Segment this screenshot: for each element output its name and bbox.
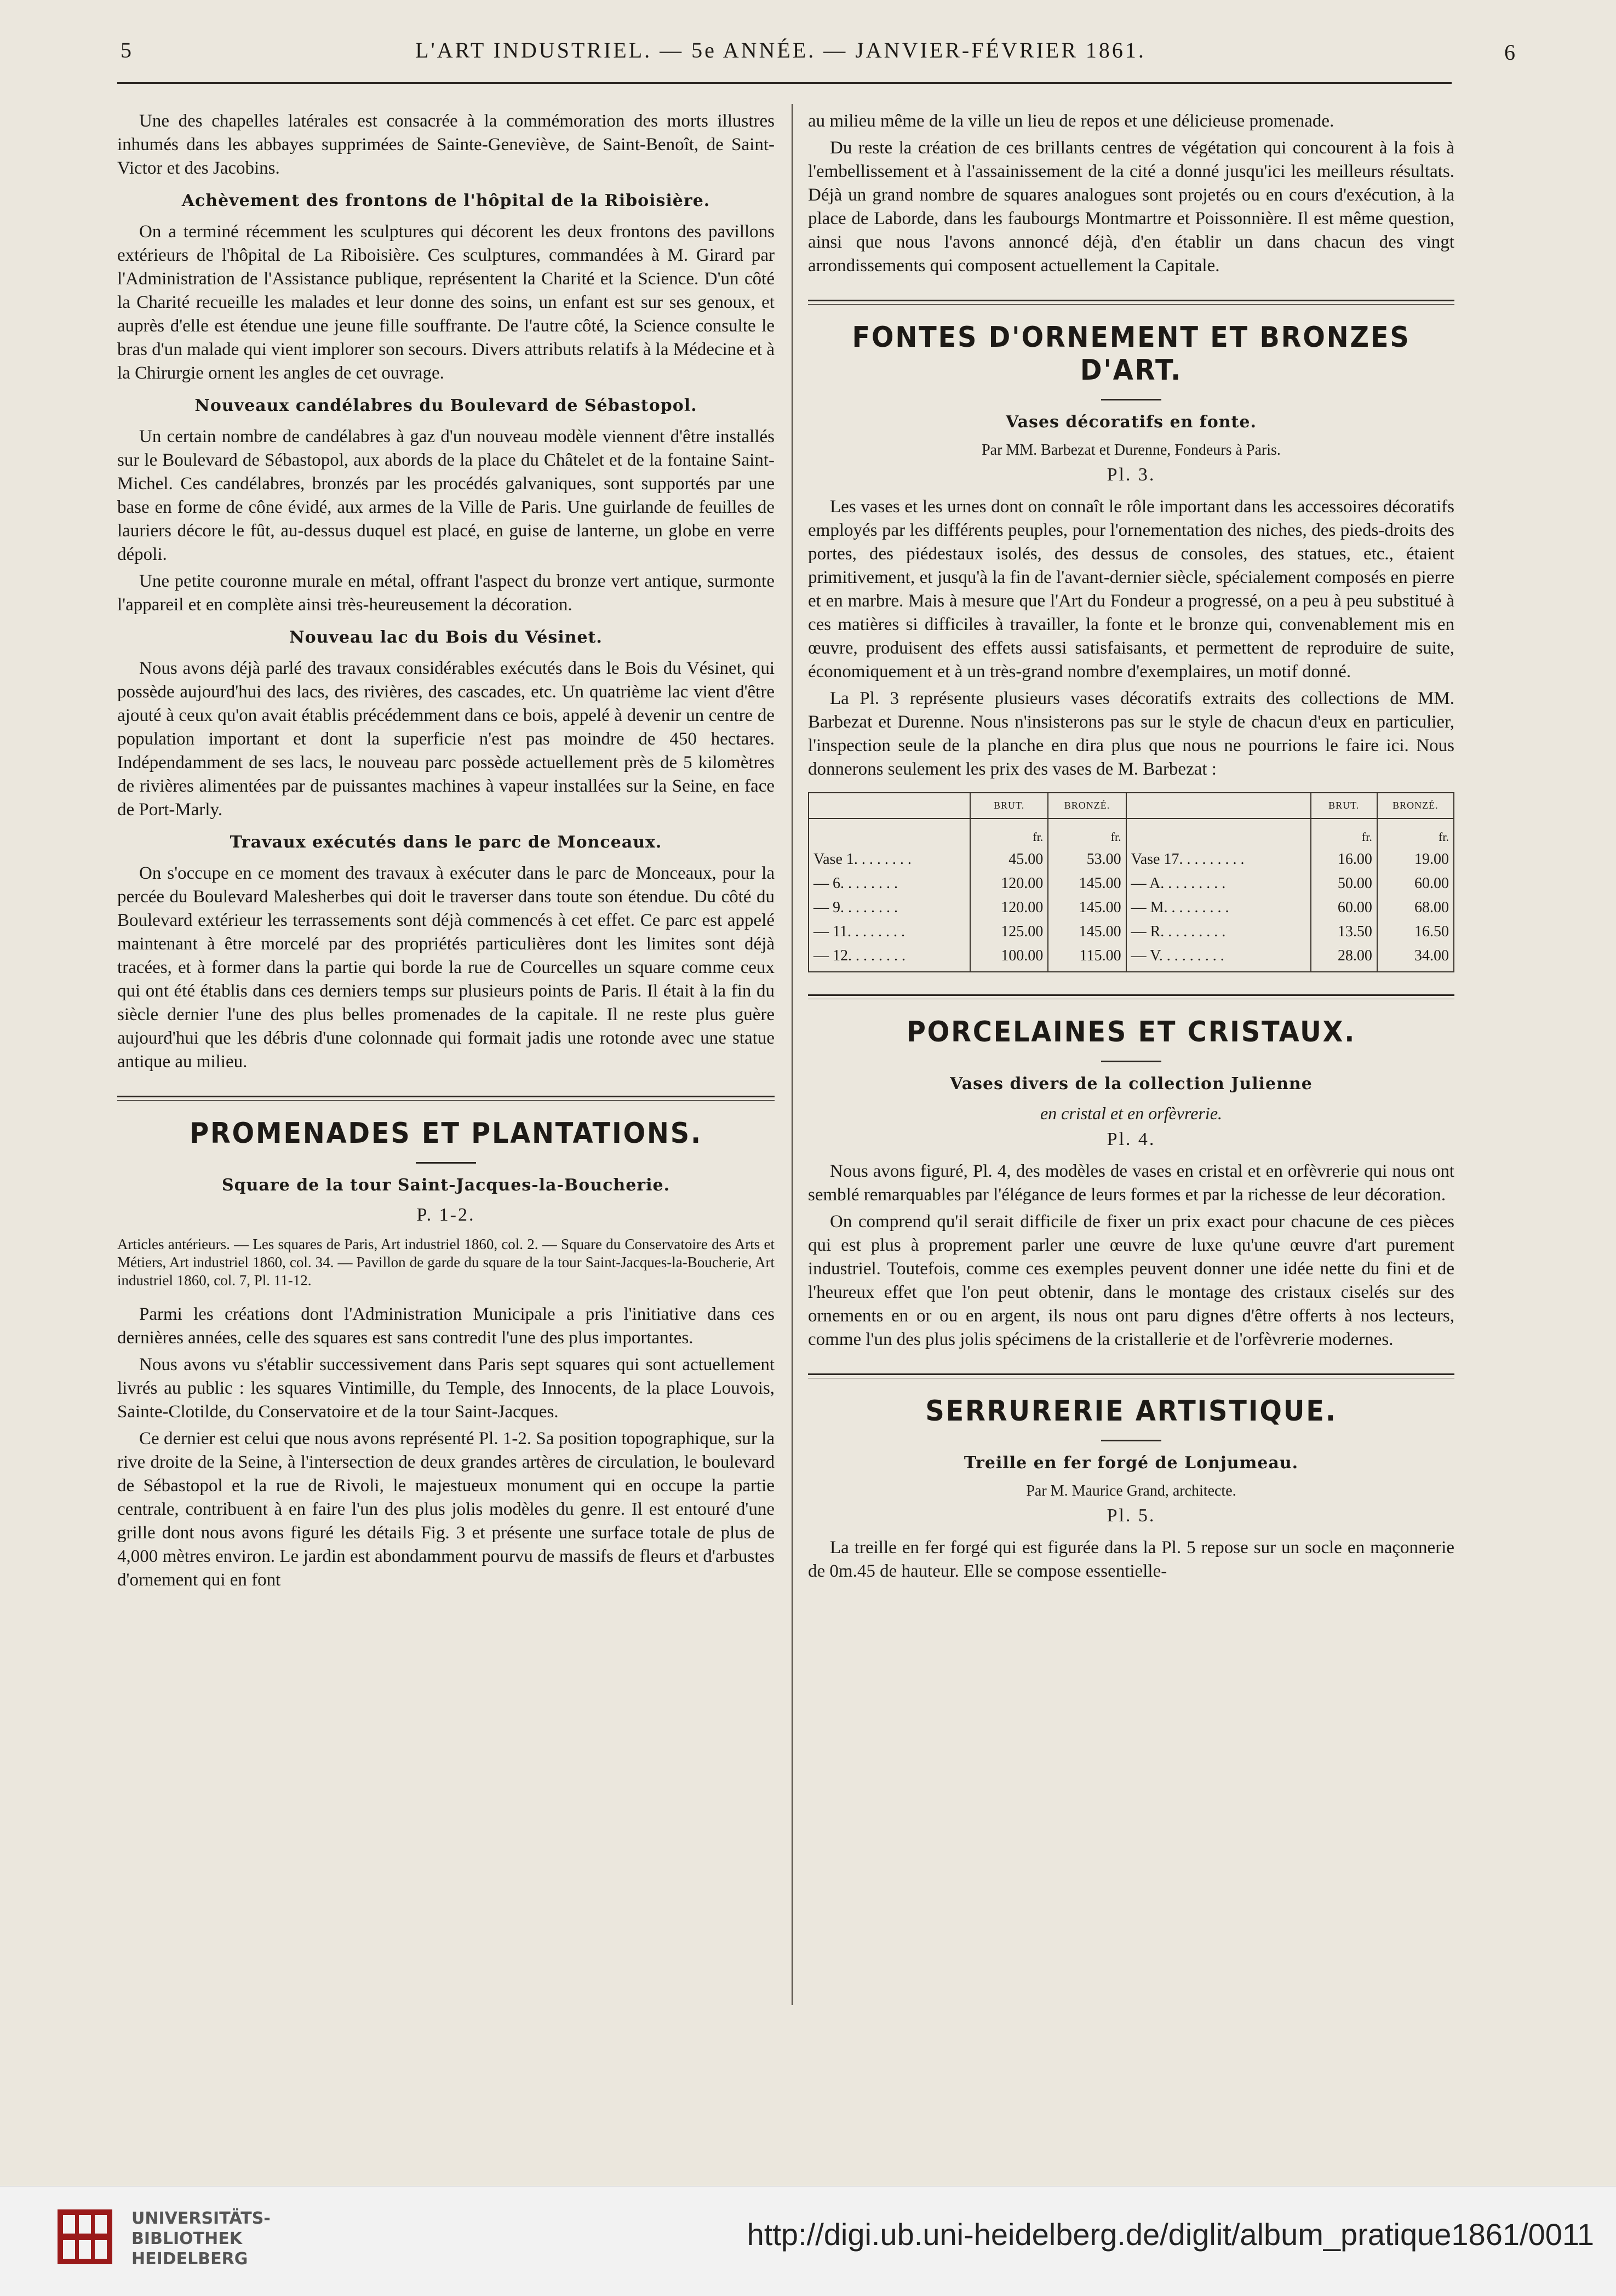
page-number-right: 6 (1504, 40, 1517, 65)
price-bronze: 16.50 (1377, 920, 1454, 944)
column-divider (792, 104, 793, 2005)
price-brut: 28.00 (1311, 944, 1377, 972)
short-rule (416, 1162, 476, 1164)
price-bronze: 19.00 (1377, 848, 1454, 872)
section-rule (117, 1096, 775, 1101)
article-heading-monceaux: Travaux exécutés dans le parc de Monceaux. (230, 833, 662, 852)
plate-reference: P. 1-2. (416, 1205, 475, 1225)
section-title-fontes: FONTES D'ORNEMENT ET BRONZES D'ART. (852, 321, 1411, 387)
section-title-porcelaines: PORCELAINES ET CRISTAUX. (906, 1016, 1356, 1049)
vase-name: — A. . . . . . . . . (1126, 872, 1311, 896)
riboisiere-paragraph: On a terminé récemment les sculptures qui décorent les deux frontons des pavillons extérieurs de l'hôpital de La Riboisière. Ces sculptures, commandées à M. Girard par l'Administration de l'Assistance publique, représentent la Charité et la Science. D'un côté la Charité recueille les malades et leur donne des soins, un enfant est sur ses genoux, et auprès d'elle est étendue une jeune fille souffrante. De l'autre côté, la Science consulte le bras d'un malade qui vient implorer son secours. Divers attributs relatifs à la Médecine et à la Chirurgie ornent les angles de cet ouvrage. (117, 222, 775, 383)
price-bronze: 53.00 (1048, 848, 1126, 872)
section-rule (808, 300, 1454, 305)
vesinet-paragraph: Nous avons déjà parlé des travaux considérables exécutés dans le Bois du Vésinet, qui possède aujourd'hui des lacs, des rivières, des cascades, etc. Un quatrième lac vient d'être ajouté à ceux qu'on avait établis précédemment dans ce bois, appelé à devenir un centre de population important et dont la superficie n'est pas moindre de 450 hectares. Indépendamment de ses lacs, le nouveau parc possède actuellement près de 5 kilomètres de rivières alimentées par de puissantes machines à vapeur installées sur la Seine, en face de Port-Marly. (117, 659, 775, 820)
article-heading-candelabres: Nouveaux candélabres du Boulevard de Sébastopol. (194, 396, 697, 415)
price-brut: 13.50 (1311, 920, 1377, 944)
running-header (110, 32, 1517, 70)
library-footer (0, 2186, 1616, 2296)
squares-paragraph: Du reste la création de ces brillants centres de végétation qui concourent à la fois à l'embellissement et à l'assainissement de la cité a donné jusqu'ici les meilleurs résultats. Déjà un grand nombre de squares analogues sont projetés ou en cours d'exécution, à la place de Laborde, dans les faubourgs Montmartre et Poissonnière. Il est même question, ainsi que nous l'avons annoncé déjà, d'en établir un dans chacun des vingt arrondissements qui composent actuellement la Capitale. (808, 138, 1454, 276)
vase-name: — 6. . . . . . . . (809, 872, 970, 896)
vase-name: — M. . . . . . . . . (1126, 896, 1311, 920)
plate-reference: Pl. 4. (1107, 1129, 1156, 1149)
article-heading-vesinet: Nouveau lac du Bois du Vésinet. (289, 628, 603, 647)
vases-paragraph-1: Les vases et les urnes dont on connaît le rôle important dans les accessoires décoratifs employés par les différents peuples, pour l'ornementation des niches, des pieds-droits des portes, des piédestaux isolés, des dessus de consoles, des statues, etc., étaient primitivement, et jusqu'à la fin de l'avant-dernier siècle, spécialement composés en pierre et en marbre. Mais à mesure que l'Art du Fondeur a progressé, on a peu à peu substitué à ces matières si difficiles à travailler, la fonte et le bronze qui, convenablement mis en œuvre, produisent des effets aussi satisfaisants, et permettent de reproduire de suite, économiquement et à un très-grand nombre d'exemplaires, un motif donné. (808, 497, 1454, 682)
vase-name: Vase 1. . . . . . . . (809, 848, 970, 872)
price-bronze: 145.00 (1048, 896, 1126, 920)
article-subheading: en cristal et en orfèvrerie. (1040, 1103, 1223, 1123)
short-rule (1101, 1061, 1161, 1062)
plate-reference: Pl. 3. (1107, 465, 1156, 485)
price-table (808, 792, 1454, 972)
left-column (117, 110, 775, 1595)
price-brut: 100.00 (970, 944, 1048, 972)
table-row (809, 848, 1454, 872)
right-column (808, 110, 1454, 1587)
candelabres-paragraph-1: Un certain nombre de candélabres à gaz d'un nouveau modèle viennent d'être installés sur le Boulevard de Sébastopol, aux abords de la place du Châtelet et de la fontaine Saint-Michel. Ces candélabres, bronzés par les procédés galvaniques, sont supportés par une base en forme de cône évidé, aux armes de la Ville de Paris. Une guirlande de feuilles de lauriers décore le fût, au-dessus duquel est placé, en guise de lanterne, un globe en verre dépoli. (117, 427, 775, 564)
section-rule (808, 1373, 1454, 1378)
library-logo-icon (58, 2209, 112, 2264)
header-bronze: BRONZÉ. (1048, 793, 1126, 818)
journal-title: L'ART INDUSTRIEL. — 5e ANNÉE. — JANVIER-FÉVRIER 1861. (415, 38, 1146, 62)
library-name (131, 2208, 271, 2269)
price-brut: 50.00 (1311, 872, 1377, 896)
price-bronze: 145.00 (1048, 920, 1126, 944)
section-title-promenades: PROMENADES ET PLANTATIONS. (190, 1117, 702, 1150)
unit-label: fr. (1377, 818, 1454, 848)
library-name-line: HEIDELBERG (131, 2249, 248, 2269)
monceaux-paragraph: On s'occupe en ce moment des travaux à exécuter dans le parc de Monceaux, pour la percée du Boulevard Malesherbes qui doit le traverser dans toute son étendue. Du côté du Boulevard extérieur les terrassements sont déjà commencés à cet effet. Ce parc est appelé maintenant à être morcelé par des propriétés particulières dont les limites sont déjà tracées, et à former dans la partie qui borde la rue de Courcelles un square comme ceux qui ont été établis dans ces derniers temps sur plusieurs points de Paris. Il était à la fin du siècle dernier l'une des plus belles promenades de la capitale. Il ne reste plus guère aujourd'hui que les débris d'une colonnade qui formait jadis une rotonde avec une statue antique au milieu. (117, 863, 775, 1072)
table-row (809, 896, 1454, 920)
unit-row (809, 818, 1454, 848)
table-row (809, 944, 1454, 972)
price-brut: 120.00 (970, 896, 1048, 920)
short-rule (1101, 1440, 1161, 1441)
price-brut: 45.00 (970, 848, 1048, 872)
header-rule (117, 82, 1452, 84)
source-url-link[interactable]: http://digi.ub.uni-heidelberg.de/diglit/album_pratique1861/0011 (747, 2217, 1594, 2252)
vase-name: — V. . . . . . . . . (1126, 944, 1311, 972)
price-bronze: 68.00 (1377, 896, 1454, 920)
page-number-left: 5 (121, 38, 134, 62)
price-brut: 16.00 (1311, 848, 1377, 872)
treille-paragraph: La treille en fer forgé qui est figurée dans la Pl. 5 repose sur un socle en maçonnerie de 0m.45 de hauteur. Elle se compose essentielle- (808, 1538, 1454, 1581)
article-heading-riboisiere: Achèvement des frontons de l'hôpital de la Riboisière. (181, 191, 710, 210)
article-heading-vases: Vases décoratifs en fonte. (1006, 413, 1257, 432)
unit-label: fr. (970, 818, 1048, 848)
unit-label: fr. (1311, 818, 1377, 848)
previous-articles-note: Articles antérieurs. — Les squares de Paris, Art industriel 1860, col. 2. — Square du Conservatoire des Arts et Métiers, Art industriel 1860, col. 34. — Pavillon de garde du square de la tour Saint-Jacques-la-Boucherie, Art industriel 1860, col. 7, Pl. 11-12. (117, 1236, 775, 1289)
cristaux-paragraph-1: Nous avons figuré, Pl. 4, des modèles de vases en cristal et en orfèvrerie qui nous ont semblé remarquables par l'élégance de leurs formes et par la richesse de leur décoration. (808, 1161, 1454, 1205)
section-title-serrurerie: SERRURERIE ARTISTIQUE. (925, 1395, 1337, 1428)
header-blank (809, 793, 970, 818)
article-heading-julienne: Vases divers de la collection Julienne (950, 1074, 1313, 1093)
vase-name: Vase 17. . . . . . . . . (1126, 848, 1311, 872)
vase-name: — 11. . . . . . . . (809, 920, 970, 944)
header-brut: BRUT. (970, 793, 1048, 818)
plate-reference: Pl. 5. (1107, 1505, 1156, 1526)
short-rule (1101, 399, 1161, 400)
vase-name: — 12. . . . . . . . (809, 944, 970, 972)
vases-paragraph-2: La Pl. 3 représente plusieurs vases décoratifs extraits des collections de MM. Barbezat et Durenne. Nous n'insisterons pas sur le style de chacun d'eux en particulier, l'inspection seule de la planche en dira plus que nous ne pourrions le faire ici. Nous donnerons seulement les prix des vases de M. Barbezat : (808, 689, 1454, 779)
cristaux-paragraph-2: On comprend qu'il serait difficile de fixer un prix exact pour chacune de ces pièces qui est plus à proprement parler une œuvre de luxe qu'une œuvre d'art purement industriel. Toutefois, comme ces exemples peuvent donner une idée nette du fini et de l'heureux effet que l'on peut obtenir, dans le montage des cristaux ciselés sur des ornements en or ou en argent, ils nous ont paru dignes d'être offerts à nos lecteurs, comme l'un des plus jolis spécimens de la cristallerie et de l'orfèvrerie modernes. (808, 1212, 1454, 1349)
price-bronze: 60.00 (1377, 872, 1454, 896)
price-bronze: 115.00 (1048, 944, 1126, 972)
table-row (809, 920, 1454, 944)
price-brut: 60.00 (1311, 896, 1377, 920)
vase-name: — R. . . . . . . . . (1126, 920, 1311, 944)
continued-paragraph: au milieu même de la ville un lieu de repos et une délicieuse promenade. (808, 111, 1334, 131)
square-paragraph-2: Nous avons vu s'établir successivement dans Paris sept squares qui sont actuellement livrés au public : les squares Vintimille, du Temple, des Innocents, de la place Louvois, Sainte-Clotilde, du Conservatoire et de la tour Saint-Jacques. (117, 1355, 775, 1422)
header-blank (1126, 793, 1311, 818)
square-paragraph-3: Ce dernier est celui que nous avons représenté Pl. 1-2. Sa position topographique, sur la rive droite de la Seine, à l'intersection de deux grandes artères de circulation, le boulevard de Sébastopol et la rue de Rivoli, le majestueux monument qui en occupe la partie centrale, contribuent à en faire l'un des plus jolis modèles du genre. Il est entouré d'une grille dont nous avons figuré les détails Fig. 3 et présente une surface totale de plus de 4,000 mètres environ. Le jardin est abondamment pourvu de massifs de fleurs et d'arbustes d'ornement qui en font (117, 1429, 775, 1590)
library-name-line: UNIVERSITÄTS- (131, 2209, 271, 2228)
section-rule (808, 994, 1454, 999)
unit-label: fr. (1048, 818, 1126, 848)
intro-paragraph: Une des chapelles latérales est consacrée à la commémoration des morts illustres inhumés dans les abbayes supprimées de Sainte-Geneviève, de Saint-Benoît, de Saint-Victor et des Jacobins. (117, 111, 775, 178)
article-heading-treille: Treille en fer forgé de Lonjumeau. (964, 1453, 1299, 1473)
square-paragraph-1: Parmi les créations dont l'Administration Municipale a pris l'initiative dans ces dernières années, celle des squares est sans contredit l'une des plus importantes. (117, 1304, 775, 1348)
price-bronze: 34.00 (1377, 944, 1454, 972)
price-table-header (809, 793, 1454, 818)
price-bronze: 145.00 (1048, 872, 1126, 896)
header-brut: BRUT. (1311, 793, 1377, 818)
header-bronze: BRONZÉ. (1377, 793, 1454, 818)
library-name-line: BIBLIOTHEK (131, 2229, 242, 2248)
candelabres-paragraph-2: Une petite couronne murale en métal, offrant l'aspect du bronze vert antique, surmonte l'appareil et en complète ainsi très-heureusement la décoration. (117, 571, 775, 615)
byline-grand: Par M. Maurice Grand, architecte. (1026, 1482, 1236, 1499)
price-brut: 120.00 (970, 872, 1048, 896)
price-brut: 125.00 (970, 920, 1048, 944)
table-row (809, 872, 1454, 896)
byline-barbezat: Par MM. Barbezat et Durenne, Fondeurs à Paris. (982, 442, 1281, 459)
vase-name: — 9. . . . . . . . (809, 896, 970, 920)
article-heading-square: Square de la tour Saint-Jacques-la-Boucherie. (221, 1176, 671, 1195)
